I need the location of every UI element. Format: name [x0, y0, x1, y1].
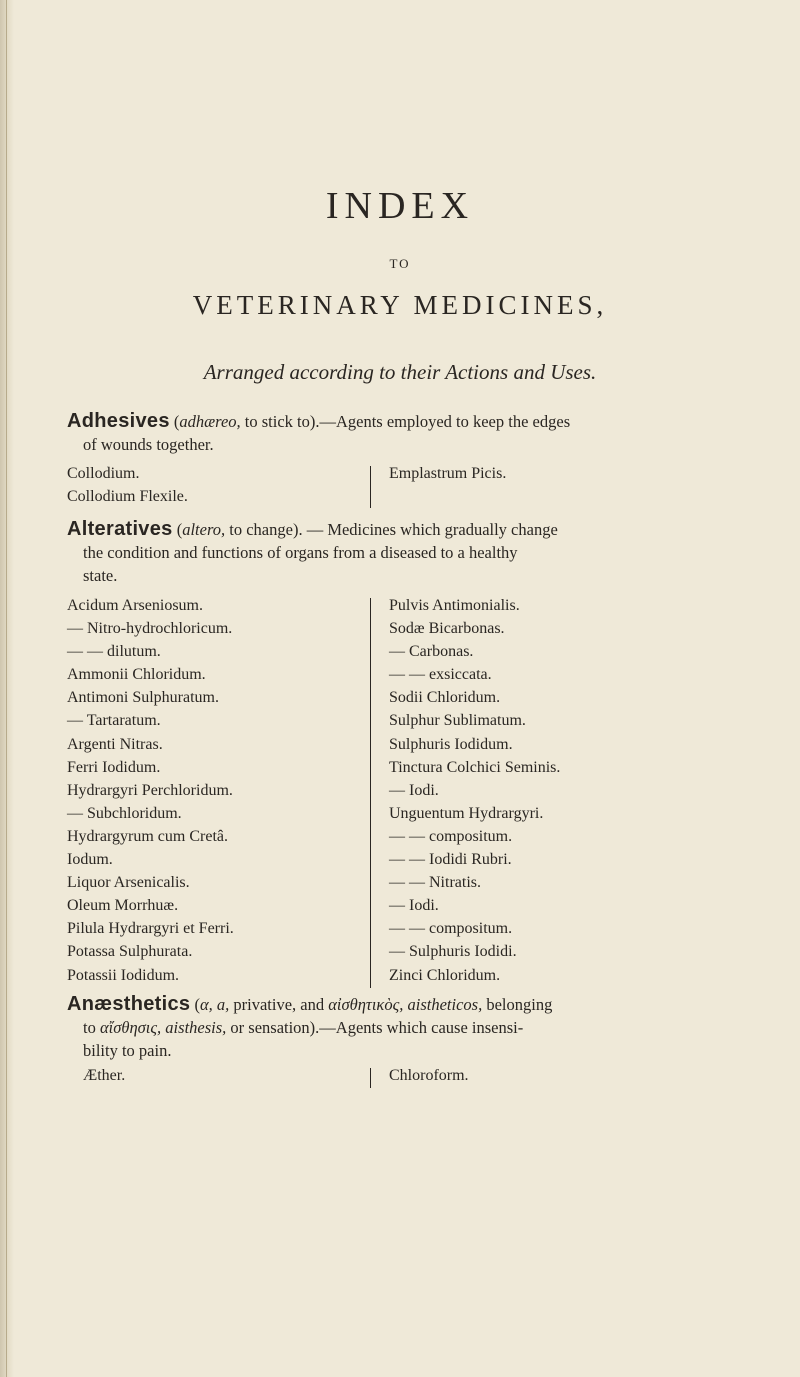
list-item: Collodium Flexile.	[67, 488, 188, 506]
list-item: Sodæ Bicarbonas.	[389, 620, 505, 638]
list-item: — — dilutum.	[67, 643, 161, 661]
latin-term: adhæreo,	[179, 412, 241, 431]
list-item: Liquor Arsenicalis.	[67, 874, 190, 892]
list-item: Tinctura Colchici Seminis.	[389, 758, 561, 776]
page-title: INDEX	[325, 185, 475, 227]
list-item: Ferri Iodidum.	[67, 758, 161, 776]
page-tagline: Arranged according to their Actions and Uses.	[203, 360, 597, 384]
section-heading: Adhesives	[67, 410, 170, 432]
right-column	[389, 1064, 729, 1087]
left-column	[67, 462, 367, 508]
section-description: privative, and	[229, 995, 329, 1014]
list-item: Potassa Sulphurata.	[67, 943, 193, 961]
latin-term: altero,	[182, 520, 226, 539]
section-heading: Alteratives	[67, 518, 173, 540]
list-item: — Iodi.	[389, 781, 439, 799]
list-item: Argenti Nitras.	[67, 735, 163, 753]
column-divider	[370, 598, 371, 988]
list-item: — Iodi.	[389, 897, 439, 915]
section-description-cont: bility to pain.	[83, 1041, 172, 1060]
section-anaesthetics	[67, 993, 747, 1062]
list-item: — Subchloridum.	[67, 804, 182, 822]
right-column	[389, 462, 729, 485]
list-item: — Nitro-hydrochloricum.	[67, 620, 233, 638]
left-column	[67, 594, 367, 987]
list-item: — Tartaratum.	[67, 712, 161, 730]
list-item: — — compositum.	[389, 920, 513, 938]
list-item: Æther.	[83, 1067, 126, 1084]
list-item: — — Nitratis.	[389, 874, 481, 892]
greek-term: αἴσθησις, aisthesis,	[99, 1018, 227, 1037]
list-item: Potassii Iodidum.	[67, 966, 180, 984]
anaesthetics-columns	[67, 1064, 747, 1090]
left-column	[83, 1064, 383, 1087]
list-item: Sodii Chloridum.	[389, 689, 501, 707]
list-item: Ammonii Chloridum.	[67, 666, 206, 684]
section-description-cont: the condition and functions of organs from a diseased to a healthy	[83, 543, 518, 562]
paren-open: (	[190, 995, 200, 1014]
list-item: Chloroform.	[389, 1067, 469, 1084]
greek-prefix: α, a,	[199, 995, 230, 1014]
list-item: — — Iodidi Rubri.	[389, 851, 512, 869]
list-item: — Sulphuris Iodidi.	[389, 943, 517, 961]
section-description: to stick to).—Agents employed to keep the edges	[240, 412, 571, 431]
section-description-cont: of wounds together.	[83, 435, 214, 454]
section-description: to change). — Medicines which gradually change	[225, 520, 558, 539]
column-divider	[370, 1068, 371, 1088]
column-divider	[370, 466, 371, 508]
list-item: Sulphur Sublimatum.	[389, 712, 526, 730]
greek-term: αἰσθητικὸς, aistheticos,	[328, 995, 483, 1014]
list-item: Emplastrum Picis.	[389, 465, 507, 482]
list-item: Pilula Hydrargyri et Ferri.	[67, 920, 234, 938]
section-description: belonging	[482, 995, 553, 1014]
section-alteratives	[67, 518, 747, 587]
list-item: — Carbonas.	[389, 643, 474, 661]
list-item: Hydrargyrum cum Cretâ.	[67, 827, 228, 845]
section-adhesives	[67, 410, 747, 456]
list-item: Hydrargyri Perchloridum.	[67, 781, 233, 799]
section-description: or sensation).—Agents which cause insensi-	[226, 1018, 524, 1037]
list-item: Collodium.	[67, 465, 140, 482]
adhesives-columns	[67, 462, 747, 508]
list-item: Oleum Morrhuæ.	[67, 897, 179, 915]
alteratives-columns	[67, 594, 747, 988]
right-column	[389, 594, 729, 987]
section-heading: Anæsthetics	[67, 993, 191, 1015]
list-item: Pulvis Antimonialis.	[389, 597, 520, 614]
list-item: Zinci Chloridum.	[389, 966, 501, 984]
list-item: Iodum.	[67, 851, 113, 869]
page-subtitle: VETERINARY MEDICINES,	[192, 290, 608, 320]
paren-open: (	[173, 412, 180, 431]
section-description: to	[83, 1018, 100, 1037]
list-item: Antimoni Sulphuratum.	[67, 689, 219, 707]
title-connector: TO	[389, 256, 411, 271]
list-item: Unguentum Hydrargyri.	[389, 804, 544, 822]
paren-open: (	[176, 520, 183, 539]
section-description-cont: state.	[83, 566, 118, 585]
list-item: Sulphuris Iodidum.	[389, 735, 513, 753]
list-item: — — compositum.	[389, 827, 513, 845]
list-item: Acidum Arseniosum.	[67, 597, 203, 614]
list-item: — — exsiccata.	[389, 666, 492, 684]
section-description-cont	[67, 1016, 747, 1039]
